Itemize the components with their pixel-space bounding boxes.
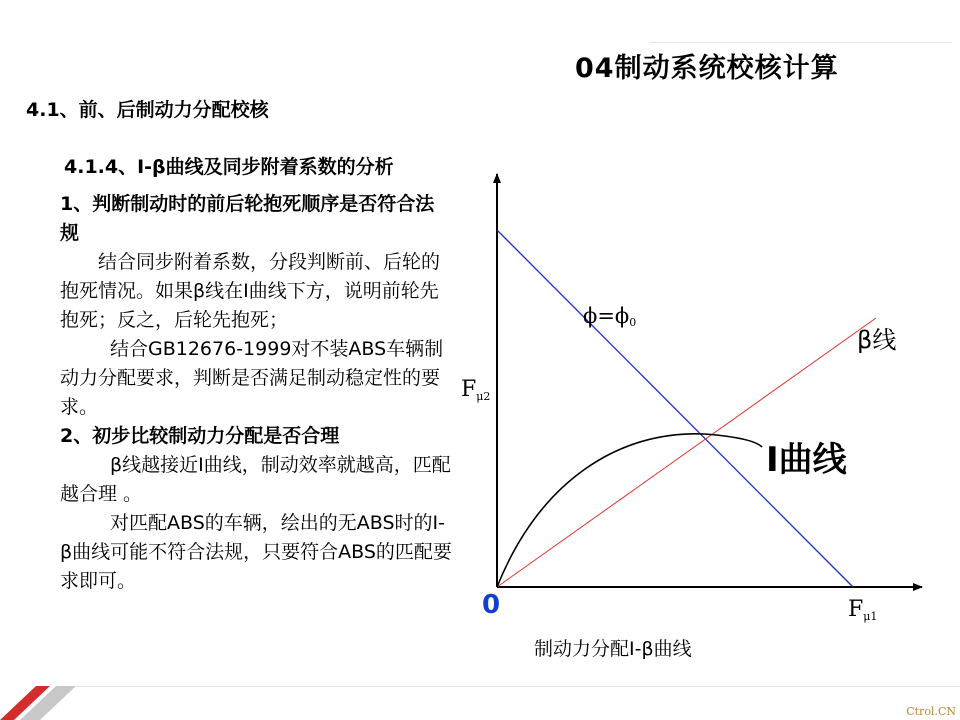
subsection-heading: 4.1.4、I-β曲线及同步附着系数的分析 [64, 156, 394, 178]
origin-label: 0 [482, 590, 501, 620]
phi-line-label [583, 304, 636, 329]
paragraph-heading-2: 2、初步比较制动力分配是否合理 [60, 425, 340, 447]
phi-label-subscript: 0 [629, 316, 637, 329]
paragraph-3: β线越接近I曲线，制动效率就越高，匹配越合理 。 [60, 454, 451, 505]
x-axis-subscript: μ1 [863, 610, 878, 623]
x-axis-symbol: F [848, 597, 864, 622]
y-axis-label [461, 377, 490, 403]
i-curve-label: I曲线 [766, 440, 847, 480]
section-heading: 4.1、前、后制动力分配校核 [26, 99, 269, 121]
paragraph-heading-1: 1、判断制动时的前后轮抱死顺序是否符合法规 [60, 193, 435, 244]
diagram-caption: 制动力分配I-β曲线 [534, 638, 692, 660]
phi-label-main: ϕ=ϕ [583, 304, 630, 328]
footer-bar [0, 686, 960, 720]
slide-title: 04制动系统校核计算 [575, 53, 839, 84]
y-axis-symbol: F [461, 377, 477, 402]
phi-line [497, 230, 853, 587]
watermark: Ctrol.CN [906, 705, 956, 718]
x-axis-label [848, 597, 877, 623]
beta-line-label: β线 [857, 326, 897, 354]
y-axis-subscript: μ2 [476, 390, 491, 403]
footer-rule [76, 686, 960, 687]
paragraph-4: 对匹配ABS的车辆，绘出的无ABS时的I-β曲线可能不符合法规，只要符合ABS的匹配要求即可。 [60, 512, 452, 592]
paragraph-1: 结合同步附着系数，分段判断前、后轮的抱死情况。如果β线在I曲线下方，说明前轮先抱死；反之，后轮先抱死； [60, 251, 441, 331]
paragraph-2: 结合GB12676-1999对不装ABS车辆制动力分配要求，判断是否满足制动稳定性的要求。 [60, 338, 444, 418]
